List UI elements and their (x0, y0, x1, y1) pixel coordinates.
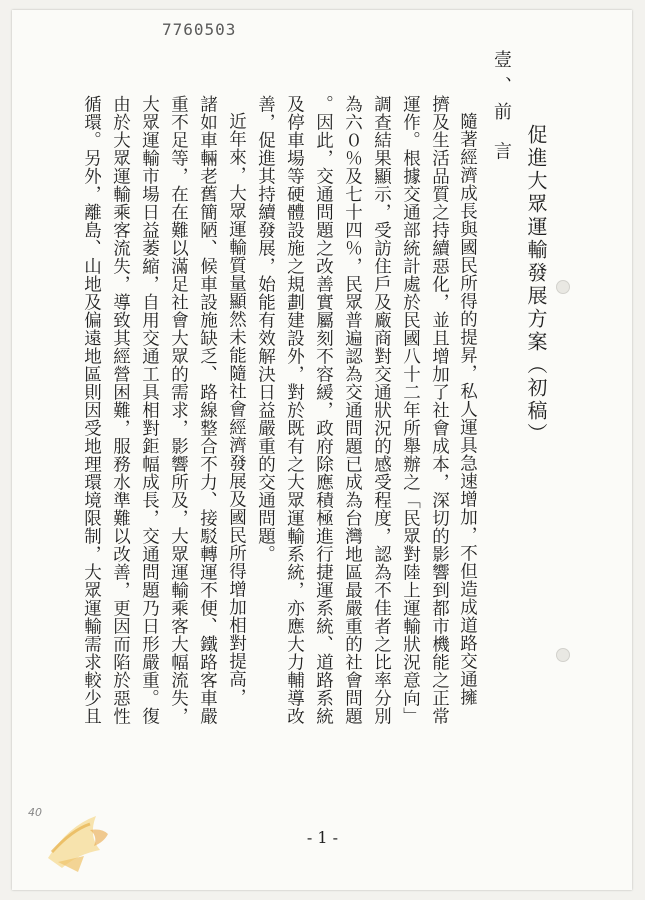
text-column: 擠及生活品質之持續惡化，並且增加了社會成本，深切的影響到都市機能之正常 (429, 95, 450, 725)
text-column: 運作。根據交通部統計處於民國八十二年所舉辦之「民眾對陸上運輸狀況意向」 (400, 95, 421, 725)
text-column: 調查結果顯示，受訪住戶及廠商對交通狀況的感受程度，認為不佳者之比率分別 (371, 95, 392, 725)
handwritten-page-mark: 40 (28, 806, 42, 819)
text-column: 。因此，交通問題之改善實屬刻不容緩，政府除應積極進行捷運系統、道路系統 (313, 95, 334, 725)
text-column: 由於大眾運輸乘客流失，導致其經營困難，服務水準難以改善，更因而陷於惡性 (110, 95, 131, 725)
text-column: 近年來，大眾運輸質量顯然未能隨社會經濟發展及國民所得增加相對提高， (226, 112, 247, 706)
text-column: 隨著經濟成長與國民所得的提昇，私人運具急速增加，不但造成道路交通擁 (457, 112, 478, 706)
text-column: 重不足等，在在難以滿足社會大眾的需求，影響所及，大眾運輸乘客大幅流失， (168, 95, 189, 725)
text-column: 及停車場等硬體設施之規劃建設外，對於既有之大眾運輸系統，亦應大力輔導改 (284, 95, 305, 725)
document-title: 促進大眾運輸發展方案（初稿） (524, 124, 548, 446)
text-column: 循環。另外，離島、山地及偏遠地區則因受地理環境限制，大眾運輸需求較少且 (81, 95, 102, 725)
text-column: 諸如車輛老舊簡陋、候車設施缺乏、路線整合不力、接駁轉運不便、鐵路客車嚴 (197, 95, 218, 725)
page-number: - 1 - (306, 828, 339, 847)
text-column: 為六０％及七十四％，民眾普遍認為交通問題已成為台灣地區最嚴重的社會問題 (342, 95, 363, 725)
punch-hole (556, 280, 570, 294)
punch-hole (556, 648, 570, 662)
document-id-stamp: 7760503 (162, 20, 237, 39)
section-heading: 壹、前 言 (491, 50, 512, 168)
text-column: 大眾運輸市場日益萎縮，自用交通工具相對鉅幅成長，交通問題乃日形嚴重。復 (139, 95, 160, 725)
text-column: 善，促進其持續發展，始能有效解決日益嚴重的交通問題。 (255, 95, 276, 563)
